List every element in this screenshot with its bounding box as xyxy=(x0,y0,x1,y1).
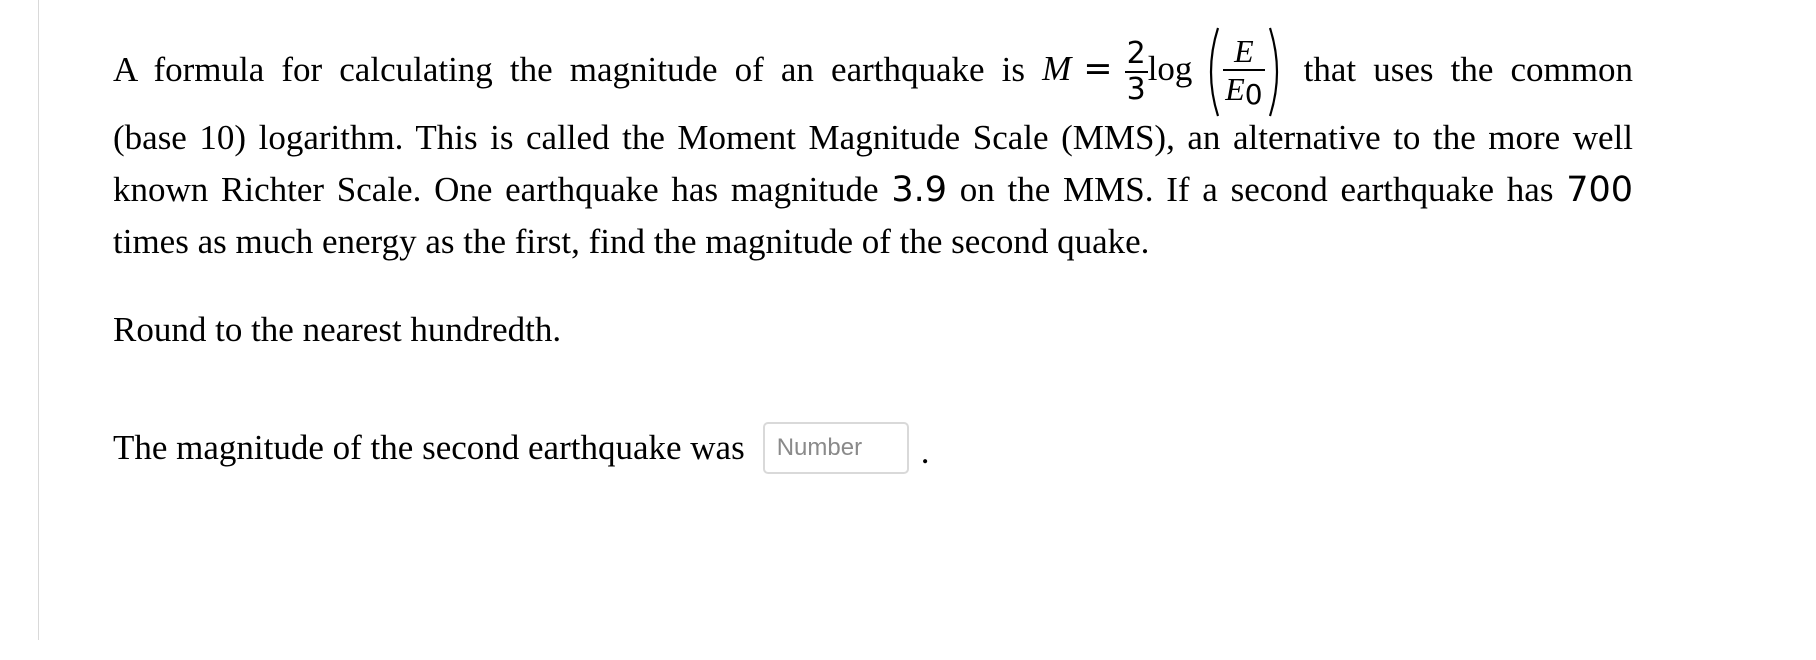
answer-suffix: . xyxy=(920,432,930,471)
formula-equals: = xyxy=(1083,49,1113,90)
coefficient-numerator: 2 xyxy=(1126,36,1146,72)
magnitude-value: 3.9 xyxy=(891,170,948,210)
energy-ratio-fraction xyxy=(1223,33,1264,112)
right-paren-icon xyxy=(1265,24,1287,120)
log-function: log xyxy=(1147,49,1193,89)
formula-lhs: M xyxy=(1042,49,1072,89)
answer-line xyxy=(113,422,929,474)
intro-text: A formula for calculating the magnitude of an earthquake is xyxy=(113,50,1026,89)
energy-ratio-numerator: E xyxy=(1234,33,1254,70)
energy-ratio-denominator-base: E xyxy=(1225,71,1245,108)
answer-number-input[interactable] xyxy=(763,422,909,474)
answer-prompt: The magnitude of the second earthquake was xyxy=(113,428,745,467)
left-border xyxy=(38,0,39,640)
problem-text-line4: times as much energy as the first, find the magnitude of the second quake. xyxy=(113,222,1150,261)
coefficient-denominator: 3 xyxy=(1126,72,1146,108)
left-paren-icon xyxy=(1201,24,1223,120)
problem-text-line2: (base 10) logarithm. This is called the Moment Magnitude Scale (MMS), an alternative to the more well known Richter Scale. One earthquake has magnitude xyxy=(113,118,1633,209)
problem-statement xyxy=(113,20,1633,268)
energy-ratio-denominator xyxy=(1223,71,1264,112)
mms-formula xyxy=(1042,19,1286,120)
energy-factor: 700 xyxy=(1566,170,1634,210)
rounding-instruction: Round to the nearest hundredth. xyxy=(113,310,562,349)
energy-ratio-denominator-subscript: 0 xyxy=(1244,78,1263,112)
question-content xyxy=(113,20,1634,471)
after-formula-text: that uses the common xyxy=(1303,50,1633,89)
problem-text-line3: on the MMS. If a second earthquake has xyxy=(959,170,1554,209)
coefficient-fraction xyxy=(1125,36,1148,108)
problem-first-line xyxy=(113,20,1633,120)
